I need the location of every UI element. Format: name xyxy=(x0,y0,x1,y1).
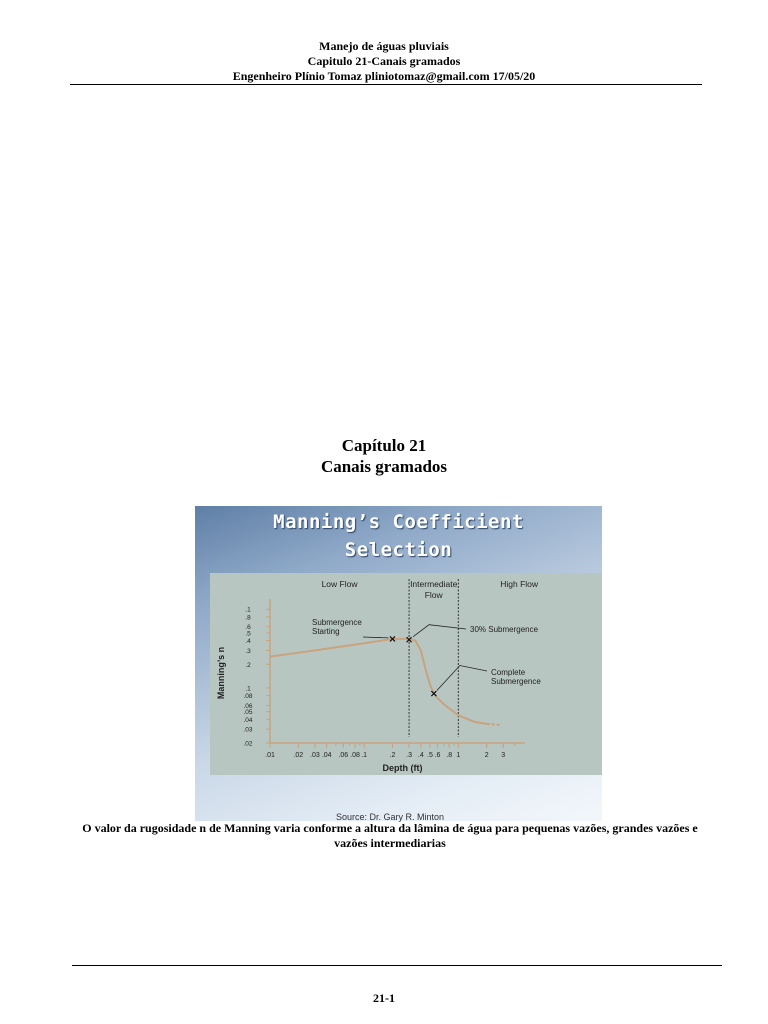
annotation-label-0-line2: Starting xyxy=(312,627,340,636)
y-tick-label: .5 xyxy=(245,630,251,638)
figure-source: Source: Dr. Gary R. Minton xyxy=(335,812,445,822)
y-tick-label: .1 xyxy=(245,606,251,614)
annotation-leader-1 xyxy=(413,625,466,637)
y-tick-label: .03 xyxy=(243,726,253,734)
figure-title-line2: Selection xyxy=(344,539,453,561)
x-tick-label: .04 xyxy=(321,752,332,759)
manning-curve-dashed-tail xyxy=(487,724,501,725)
x-tick-label: .6 xyxy=(434,752,441,759)
x-tick-label: .5 xyxy=(427,752,433,759)
header-line-topic: Manejo de águas pluviais xyxy=(319,39,449,53)
x-tick-label: .06 xyxy=(338,752,349,759)
x-axis-label: Depth (ft) xyxy=(382,763,423,773)
y-tick-label: .08 xyxy=(243,693,253,701)
y-axis-label: Manning’s n xyxy=(216,646,226,700)
y-tick-label: .4 xyxy=(245,638,251,646)
annotation-label-2-line2: Submergence xyxy=(491,677,541,686)
y-tick-label: .05 xyxy=(243,709,253,717)
annotation-leader-2 xyxy=(437,666,487,691)
x-tick-label: .3 xyxy=(406,752,413,759)
figure-title-line1: Manning’s Coefficient xyxy=(273,511,524,533)
header-line-chapter: Capitulo 21-Canais gramados xyxy=(307,54,461,68)
region-label-intermediate-1: Intermediate xyxy=(410,579,458,589)
y-tick-label: .8 xyxy=(245,614,251,622)
y-tick-label: .06 xyxy=(243,702,253,710)
region-label-2: High Flow xyxy=(500,579,539,589)
y-tick-label: .04 xyxy=(243,716,253,724)
chart-panel xyxy=(210,573,602,775)
header-divider xyxy=(70,84,702,85)
x-tick-label: 2 xyxy=(484,752,489,759)
y-tick-label: .6 xyxy=(245,624,251,632)
y-tick-label: .1 xyxy=(245,685,251,693)
region-label-0: Low Flow xyxy=(321,579,358,589)
annotation-label-2-line1: Complete xyxy=(491,668,526,677)
chapter-title: Canais gramados xyxy=(320,457,448,476)
x-tick-label: .1 xyxy=(361,752,368,759)
x-tick-label: .2 xyxy=(389,752,396,759)
x-tick-label: 1 xyxy=(456,752,461,759)
annotation-label-1: 30% Submergence xyxy=(470,625,539,634)
region-label-intermediate-2: Flow xyxy=(424,590,443,600)
chapter-number: Capítulo 21 xyxy=(341,436,427,455)
x-tick-label: .08 xyxy=(350,752,360,759)
figure-caption: O valor da rugosidade n de Manning varia conforme a altura da lâmina de água para pequenas vazões, grandes vazões e vazões intermediarias xyxy=(82,821,698,850)
page-number: 21-1 xyxy=(373,991,395,1005)
x-tick-label: .03 xyxy=(310,752,320,759)
x-tick-label: 3 xyxy=(501,752,506,759)
manning-coefficient-figure xyxy=(195,506,602,821)
annotation-leader-0 xyxy=(363,637,389,638)
y-tick-label: .02 xyxy=(243,740,253,748)
manning-curve-series-0 xyxy=(270,639,487,724)
x-tick-label: .4 xyxy=(417,752,424,759)
footer-divider xyxy=(72,965,722,966)
y-tick-label: .3 xyxy=(245,647,251,655)
header-line-author: Engenheiro Plínio Tomaz pliniotomaz@gmail.com 17/05/20 xyxy=(232,69,536,83)
x-tick-label: .01 xyxy=(265,752,275,759)
x-tick-label: .02 xyxy=(293,752,304,759)
manning-chart-svg xyxy=(210,573,602,775)
y-tick-label: .2 xyxy=(245,661,251,669)
annotation-label-0-line1: Submergence xyxy=(312,618,362,627)
x-tick-label: .8 xyxy=(446,752,453,759)
